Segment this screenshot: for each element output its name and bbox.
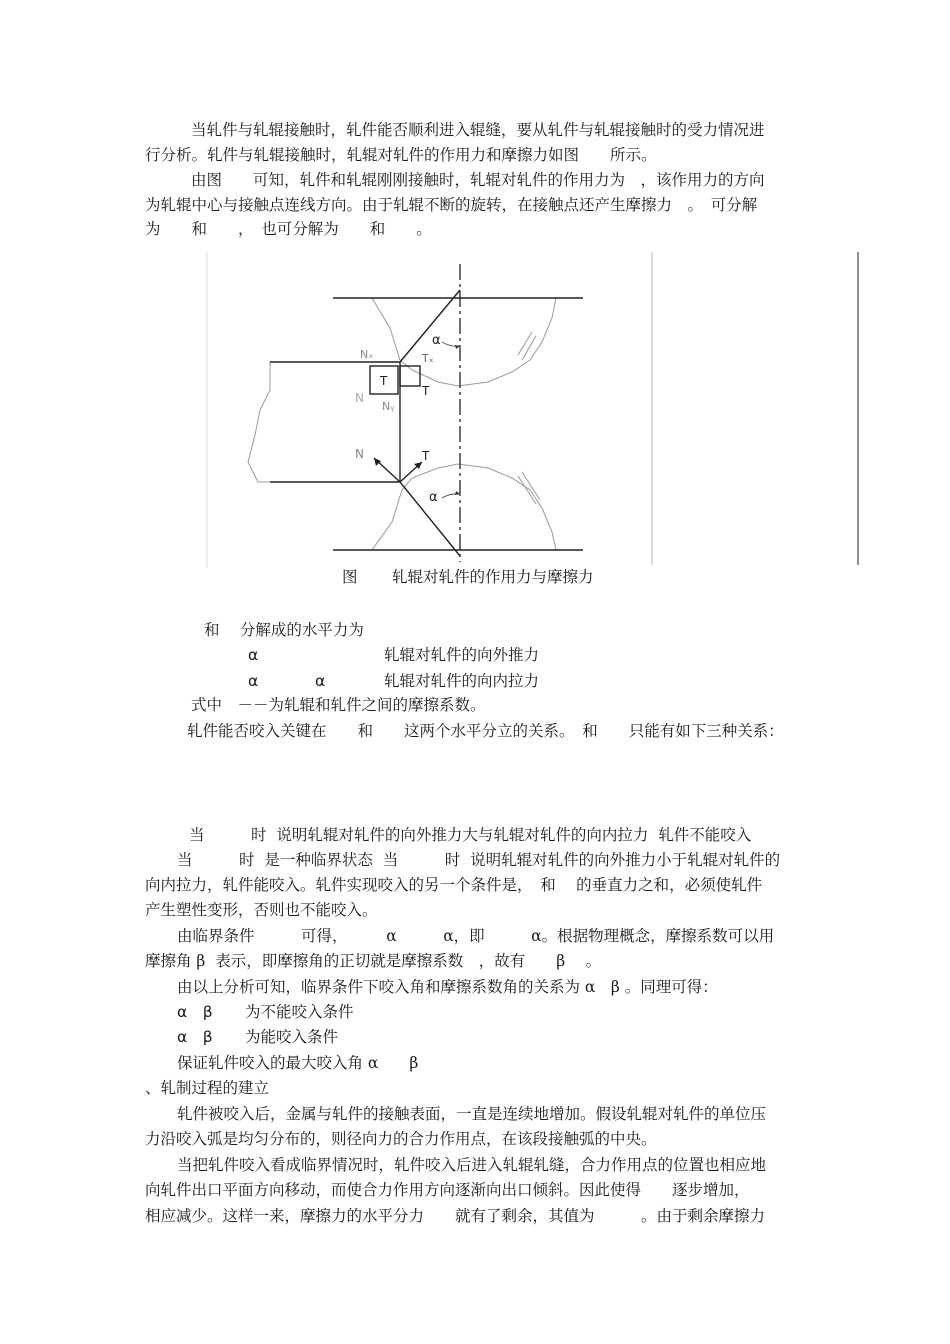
para-3: 和 分解成的水平力为 <box>204 621 364 639</box>
formula-2-text: 轧辊对轧件的向内拉力 <box>384 672 540 690</box>
condition-2-symbols: α β <box>177 1028 213 1046</box>
label-nx: Nₓ <box>360 348 374 361</box>
para-8-line-1: 由临界条件 可得， α α，即 α。根据物理概念，摩擦系数可以用 <box>177 927 775 945</box>
para-7-line-2: 向内拉力，轧件能咬入。轧件实现咬入的另一个条件是， 和 的垂直力之和，必须使轧件 <box>145 876 763 894</box>
para-12-line-1: 当把轧件咬入看成临界情况时，轧件咬入后进入轧辊轧缝，合力作用点的位置也相应地 <box>177 1156 767 1174</box>
section-heading: 、轧制过程的建立 <box>145 1079 270 1097</box>
para-7-line-3: 产生塑性变形，否则也不能咬入。 <box>145 901 378 919</box>
para-4: 式中 －－为轧辊和轧件之间的摩擦系数。 <box>191 696 486 714</box>
para-2-line-1: 由图 可知，轧件和轧辊刚刚接触时，轧辊对轧件的作用力为 ，该作用力的方向 <box>191 171 765 189</box>
condition-1-text: 为不能咬入条件 <box>245 1003 354 1021</box>
para-2-line-3: 为 和 ， 也可分解为 和 。 <box>145 220 432 238</box>
label-t-low: T <box>422 449 430 463</box>
para-6: 当 时 说明轧辊对轧件的向外推力大与轧辊对轧件的向内拉力 轧件不能咬入 <box>189 826 752 844</box>
para-2-line-2: 为轧辊中心与接触点连线方向。由于轧辊不断的旋转，在接触点还产生摩擦力 。 可分解 <box>145 196 758 214</box>
label-t-small: T <box>380 374 388 388</box>
condition-1-symbols: α β <box>177 1003 213 1021</box>
para-1-line-2: 行分析。轧件与轧辊接触时，轧辊对轧件的作用力和摩擦力如图 所示。 <box>145 146 657 164</box>
roll-force-diagram <box>200 250 870 570</box>
label-alpha-top: α <box>432 333 441 348</box>
para-5: 轧件能否咬入关键在 和 这两个水平分立的关系。 和 只能有如下三种关系： <box>187 722 784 740</box>
para-11-line-1: 轧件被咬入后，金属与轧件的接触表面，一直是连续地增加。假设轧辊对轧件的单位压 <box>177 1105 767 1123</box>
para-10: 保证轧件咬入的最大咬入角 α β <box>177 1054 419 1072</box>
para-12-line-2: 向轧件出口平面方向移动，而使合力作用方向逐渐向出口倾斜。因此使得 逐步增加， <box>145 1181 750 1199</box>
figure-caption-text: 轧辊对轧件的作用力与摩擦力 <box>392 568 594 586</box>
formula-2-alpha-b: α <box>315 672 326 690</box>
figure-caption-label: 图 <box>342 568 358 586</box>
formula-1-alpha: α <box>248 646 259 664</box>
para-11-line-2: 力沿咬入弧是均匀分布的，则径向力的合力作用点，在该段接触弧的中央。 <box>145 1130 657 1148</box>
para-7-line-1: 当 时 是一种临界状态 当 时 说明轧辊对轧件的向外推力小于轧辊对轧件的 <box>177 851 781 869</box>
label-t-right: T <box>422 384 430 398</box>
label-alpha-bottom: α <box>429 490 438 505</box>
para-9: 由以上分析可知，临界条件下咬入角和摩擦系数角的关系为 α β 。同理可得： <box>177 978 718 996</box>
condition-2-text: 为能咬入条件 <box>245 1028 339 1046</box>
para-8-line-2: 摩擦角 β 表示，即摩擦角的正切就是摩擦系数 ，故有 β 。 <box>145 952 602 970</box>
label-ny: Nᵧ <box>382 400 395 413</box>
label-n-low: N <box>355 447 364 461</box>
label-tx: Tₓ <box>422 352 434 365</box>
formula-2-alpha-a: α <box>248 672 259 690</box>
label-n-mid: N <box>355 391 364 405</box>
para-12-line-3: 相应减少。这样一来，摩擦力的水平分力 就有了剩余，其值为 。由于剩余摩擦力 <box>145 1207 766 1225</box>
para-1-line-1: 当轧件与轧辊接触时，轧件能否顺利进入辊缝，要从轧件与轧辊接触时的受力情况进 <box>191 121 765 139</box>
formula-1-text: 轧辊对轧件的向外推力 <box>384 646 540 664</box>
